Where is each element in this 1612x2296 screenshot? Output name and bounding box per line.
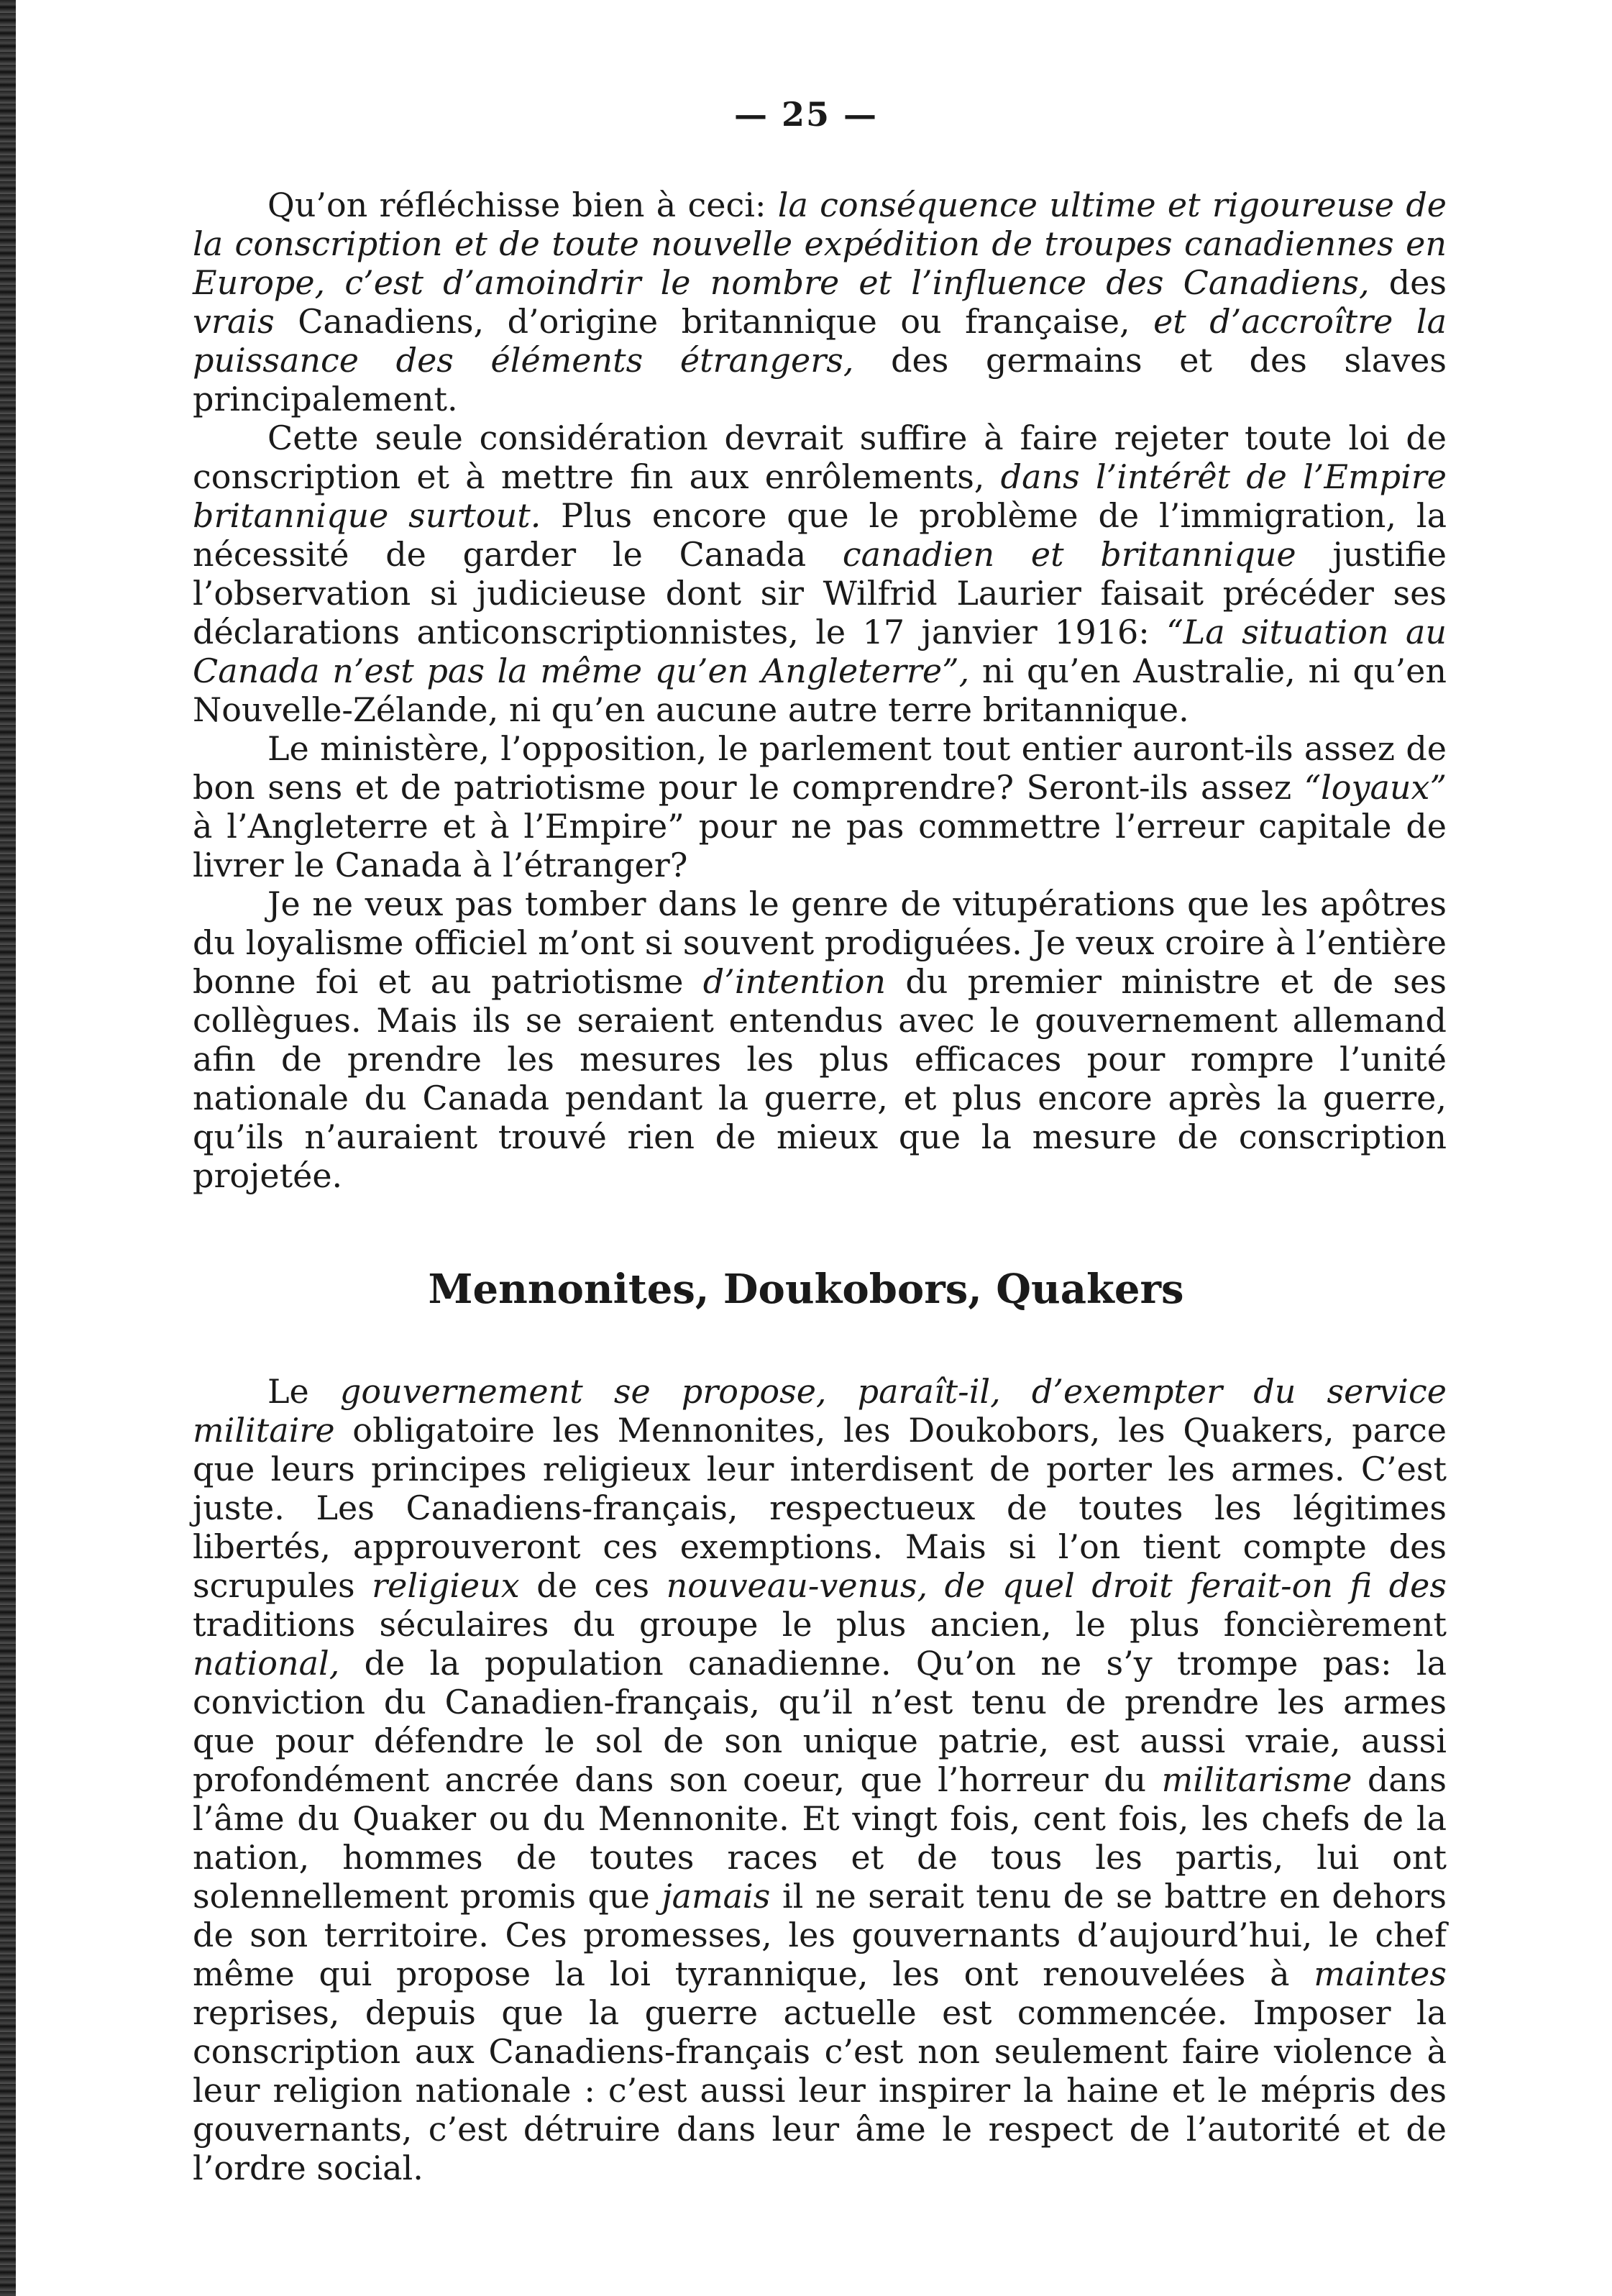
paragraph-5 — [193, 1372, 1447, 2187]
italic-run: “La situation au Canada n’est pas la même qu’en Angleterre”, — [193, 613, 1447, 690]
text-run: Le — [267, 1372, 340, 1411]
text-run: de la population canadienne. Qu’on ne s’y trompe pas: la conviction du Canadien-français, qu’il n’est tenu de prendre les armes que pour défendre le sol de son unique patrie, est aussi vraie, aussi profondément ancrée dans son coeur, que l’horreur du — [193, 1644, 1447, 1799]
italic-run: maintes — [1314, 1954, 1447, 1993]
italic-run: jamais — [661, 1877, 771, 1916]
italic-run: gouvernement se propose, paraît-il, d’exempter du service militaire — [193, 1372, 1447, 1450]
section-heading: Mennonites, Doukobors, Quakers — [428, 1266, 1184, 1313]
italic-run: canadien et britannique — [842, 535, 1296, 574]
paragraph-4 — [193, 884, 1447, 1195]
text-run: du premier ministre et de ses collègues. Mais ils se seraient entendus avec le gouvernement allemand afin de prendre les mesures les plus efficaces pour rompre l’unité nationale du Canada pendant la guerre, et plus encore après la guerre, qu’ils n’auraient trouvé rien de mieux que la mesure de conscription projetée. — [193, 962, 1447, 1195]
italic-run: militarisme — [1161, 1760, 1352, 1799]
paragraph-1 — [193, 186, 1447, 419]
page-number: — 25 — — [733, 95, 879, 134]
text-run: des — [1369, 263, 1447, 302]
italic-run: et d’accroître la puissance des éléments étrangers, — [193, 302, 1447, 380]
text-run: reprises, depuis que la guerre actuelle est commencée. Imposer la conscription aux Canadiens-français c’est non seulement faire violence à leur religion nationale : c’est aussi leur inspirer la haine et le mépris des gouvernants, c’est détruire dans leur âme le respect de l’autorité et de l’ordre social. — [193, 1993, 1447, 2187]
text-run: Plus encore que le problème de l’immigration, la nécessité de garder le Canada — [193, 496, 1447, 574]
paragraph-3 — [193, 729, 1447, 884]
italic-run: dans l’intérêt de l’Empire britannique surtout. — [193, 457, 1447, 535]
text-run: à l’Angleterre et à l’Empire” pour ne pas commettre l’erreur capitale de livrer le Canada à l’étranger? — [193, 807, 1447, 884]
text-run: Cette seule considération devrait suffire à faire rejeter toute loi de conscription et à mettre fin aux enrôlements, — [193, 419, 1447, 496]
section-mennonites — [193, 1372, 1447, 2187]
italic-run: d’intention — [702, 962, 887, 1001]
italic-run: vrais — [193, 302, 275, 341]
text-run: traditions séculaires du groupe le plus ancien, le plus foncièrement — [193, 1605, 1447, 1644]
italic-run: national, — [193, 1644, 340, 1683]
text-run: des germains et des slaves principalement. — [193, 341, 1447, 419]
text-run: Canadiens, d’origine britannique ou française, — [274, 302, 1154, 341]
italic-run: “loyaux” — [1304, 768, 1447, 807]
text-run: il ne serait tenu de se battre en dehors de son territoire. Ces promesses, les gouvernants d’aujourd’hui, le chef même qui propose la loi tyrannique, les ont renouvelées à — [193, 1877, 1447, 1993]
text-run: Qu’on réfléchisse bien à ceci: — [267, 186, 778, 224]
text-run: de ces — [519, 1566, 667, 1605]
text-run: ni qu’en Australie, ni qu’en Nouvelle-Zélande, ni qu’en aucune autre terre britannique. — [193, 651, 1447, 729]
section-intro — [193, 186, 1447, 1195]
italic-run: la conséquence ultime et rigoureuse de la conscription et de toute nouvelle expédition de troupes canadiennes en Europe, c’est d’amoindrir le nombre et l’influence des Canadiens, — [193, 186, 1447, 302]
italic-run: nouveau-venus, de quel droit ferait-on fi des — [666, 1566, 1447, 1605]
scan-binding-edge — [0, 0, 16, 2296]
text-run: Le ministère, l’opposition, le parlement tout entier auront-ils assez de bon sens et de patriotisme pour le comprendre? Seront-ils assez — [193, 729, 1447, 807]
text-run: Je ne veux pas tomber dans le genre de vitupérations que les apôtres du loyalisme officiel m’ont si souvent prodiguées. Je veux croire à l’entière bonne foi et au patriotisme — [193, 884, 1447, 1001]
paragraph-2 — [193, 419, 1447, 729]
text-run: obligatoire les Mennonites, les Doukobors, les Quakers, parce que leurs principes religieux leur interdisent de porter les armes. C’est juste. Les Canadiens-français, respectueux de toutes les légitimes libertés, approuveront ces exemptions. Mais si l’on tient compte des scrupules — [193, 1411, 1447, 1605]
text-run: dans l’âme du Quaker ou du Mennonite. Et vingt fois, cent fois, les chefs de la nation, hommes de toutes races et de tous les partis, lui ont solennellement promis que — [193, 1760, 1447, 1916]
italic-run: religieux — [372, 1566, 520, 1605]
text-run: justifie l’observation si judicieuse dont sir Wilfrid Laurier faisait précéder ses déclarations anticonscriptionnistes, le 17 janvier 1916: — [193, 535, 1447, 651]
